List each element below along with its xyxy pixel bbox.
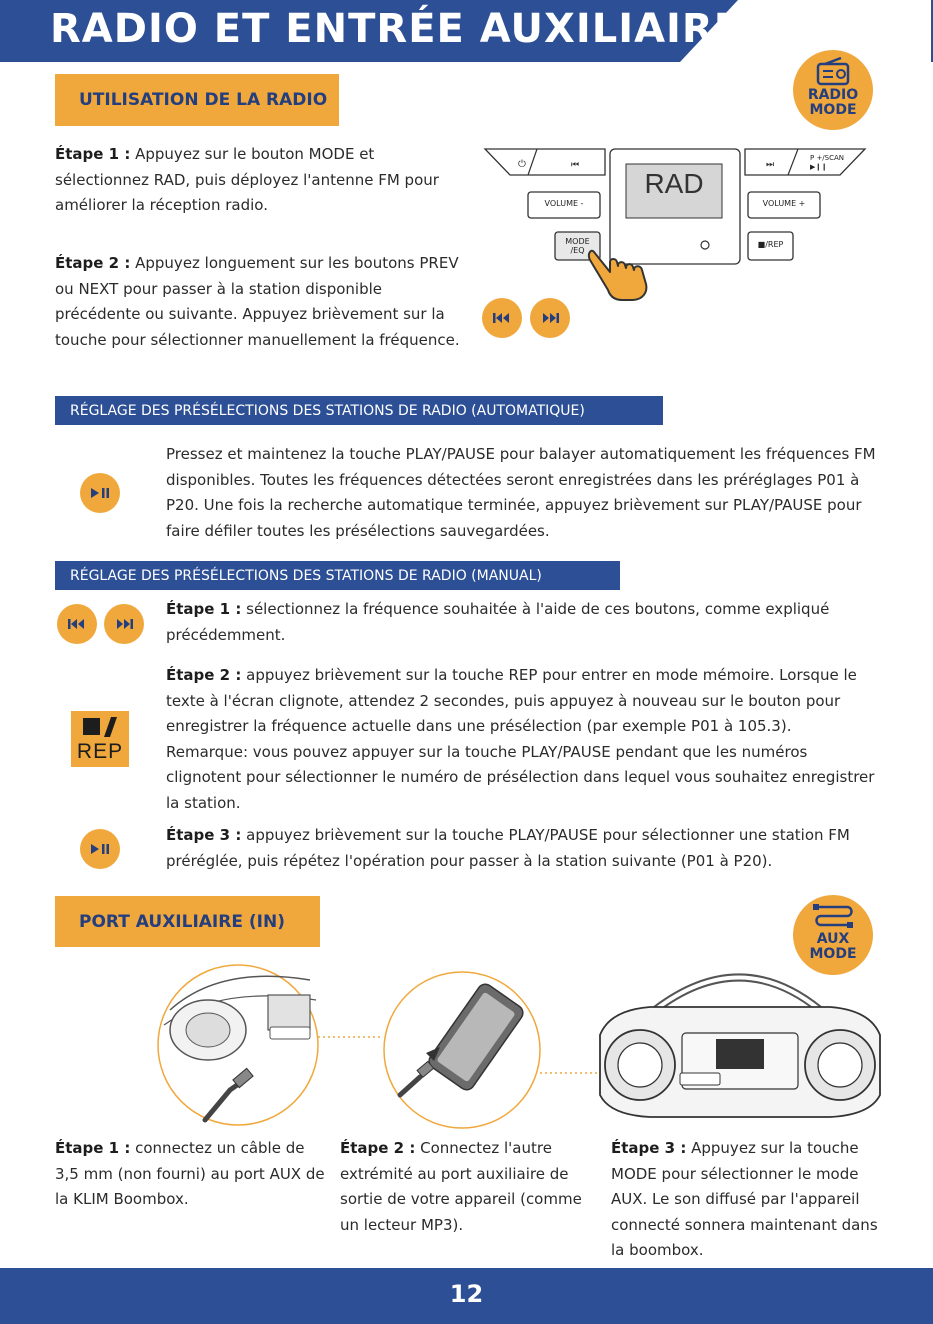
volume-plus-label: VOLUME +	[762, 199, 806, 208]
radio-step1	[55, 142, 440, 219]
play-pause-small-label: ▶❙❙	[810, 163, 828, 171]
manual-step1-label: Étape 1 :	[166, 600, 242, 618]
aux-section-header: PORT AUXILIAIRE (IN)	[55, 896, 320, 947]
aux-step1-label: Étape 1 :	[55, 1139, 131, 1157]
next-button-icon	[104, 604, 144, 644]
manual-step3-text: appuyez brièvement sur la touche PLAY/PAUSE pour sélectionner une station FM préréglée, puis répétez l'opération pour passer à la station suivante (P01 à P20).	[166, 826, 850, 870]
aux-badge-line2: MODE	[809, 946, 857, 962]
aux-step1-text: connectez un câble de 3,5 mm (non fourni) au port AUX de la KLIM Boombox.	[55, 1139, 325, 1209]
mode-eq-label: MODE /EQ	[565, 237, 590, 255]
rep-button-icon	[71, 711, 129, 767]
aux-step1	[55, 1136, 325, 1213]
volume-minus-label: VOLUME -	[544, 199, 584, 208]
stop-slash-icon	[81, 716, 119, 738]
aux-step2-text: Connectez l'autre extrémité au port auxiliaire de sortie de votre appareil (comme un lecteur MP3).	[340, 1139, 582, 1234]
aux-cable-icon	[811, 899, 855, 933]
next-button-icon	[530, 298, 570, 338]
manual-step1	[166, 597, 876, 648]
manual-step2-label: Étape 2 :	[166, 666, 242, 684]
manual-step1-text: sélectionnez la fréquence souhaitée à l'aide de ces boutons, comme expliqué précédemment.	[166, 600, 830, 644]
auto-section-header: RÉGLAGE DES PRÉSÉLECTIONS DES STATIONS DE RADIO (AUTOMATIQUE)	[55, 396, 663, 425]
p-scan-label: P +/SCAN	[810, 154, 845, 162]
aux-step2-label: Étape 2 :	[340, 1139, 416, 1157]
aux-badge-line1: AUX	[816, 931, 850, 947]
aux-step3-label: Étape 3 :	[611, 1139, 687, 1157]
radio-step2-label: Étape 2 :	[55, 254, 131, 272]
aux-step3	[611, 1136, 881, 1264]
rep-icon-label: REP	[76, 740, 124, 763]
page-number: 12	[449, 1280, 484, 1308]
prev-button-icon	[57, 604, 97, 644]
radio-badge-line2: MODE	[809, 102, 857, 118]
radio-step2	[55, 251, 460, 353]
radio-step2-text: Appuyez longuement sur les boutons PREV ou NEXT pour passer à la station disponible précédente ou suivante. Appuyez brièvement sur la touche pour sélectionner manuellement la fréquence.	[55, 254, 460, 349]
radio-section-header: UTILISATION DE LA RADIO	[55, 74, 339, 126]
rep-button-label: ■/REP	[757, 240, 784, 249]
radio-step1-text: Appuyez sur le bouton MODE et sélectionnez RAD, puis déployez l'antenne FM pour améliorer la réception radio.	[55, 145, 439, 215]
play-pause-icon	[80, 473, 120, 513]
manual-step2-text: appuyez brièvement sur la touche REP pour entrer en mode mémoire. Lorsque le texte à l'écran clignote, attendez 2 secondes, puis appuyez à nouveau sur le bouton pour enregistrer la fréquence actuelle dans une présélection (par exemple P01 à 105.3). Remarque: vous pouvez appuyer sur la touche PLAY/PAUSE pendant que les numéros clignotent pour sélectionner le numéro de présélection dans lequel vous souhaitez enregistrer la station.	[166, 666, 875, 812]
play-pause-icon	[80, 829, 120, 869]
svg-text:⏻: ⏻	[518, 159, 526, 170]
manual-step2	[166, 663, 878, 817]
svg-text:⏭: ⏭	[765, 160, 775, 170]
page-title: RADIO ET ENTRÉE AUXILIAIRE	[50, 6, 743, 52]
radio-icon	[815, 56, 851, 86]
pointing-hand-icon	[586, 238, 666, 302]
svg-text:⏮: ⏮	[570, 160, 580, 170]
radio-badge-line1: RADIO	[807, 87, 859, 103]
auto-section-text: Pressez et maintenez la touche PLAY/PAUSE pour balayer automatiquement les fréquences FM disponibles. Toutes les fréquences détectées seront enregistrées dans les préréglages P01 à P20. Une fois la recherche automatique terminée, appuyez brièvement sur PLAY/PAUSE pour faire défiler toutes les présélections sauvegardées.	[166, 445, 876, 540]
aux-illustrations	[150, 955, 890, 1135]
rad-display: RAD	[644, 168, 704, 199]
radio-step1-label: Étape 1 :	[55, 145, 131, 163]
manual-step3-label: Étape 3 :	[166, 826, 242, 844]
manual-section-header: RÉGLAGE DES PRÉSÉLECTIONS DES STATIONS DE RADIO (MANUAL)	[55, 561, 620, 590]
aux-step2	[340, 1136, 602, 1238]
aux-step3-text: Appuyez sur la touche MODE pour sélectionner le mode AUX. Le son diffusé par l'appareil connecté sonnera maintenant dans la boombox.	[611, 1139, 878, 1260]
manual-step3	[166, 823, 878, 874]
prev-button-icon	[482, 298, 522, 338]
radio-mode-badge	[793, 50, 873, 130]
